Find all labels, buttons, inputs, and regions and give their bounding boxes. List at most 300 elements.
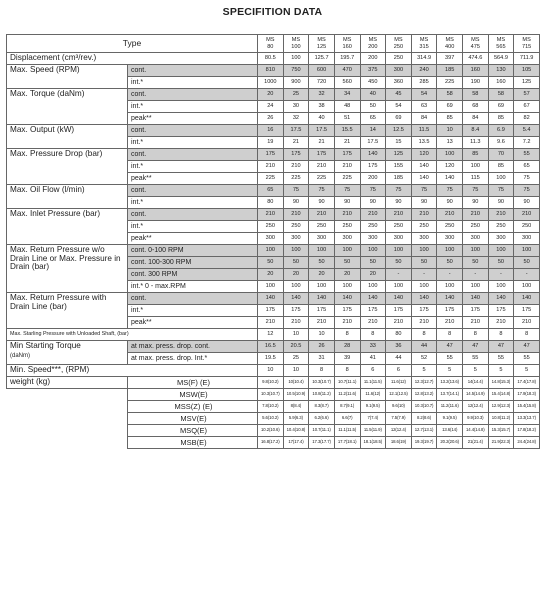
value-cell: 397 <box>437 53 463 65</box>
value-cell: 39 <box>334 353 360 365</box>
value-cell: 13.5 <box>411 137 437 149</box>
condition-label: cont. <box>128 149 258 161</box>
value-cell: 26 <box>309 341 335 353</box>
value-cell: 100 <box>488 245 514 257</box>
value-cell: 20 <box>283 269 309 281</box>
value-cell: 140 <box>360 149 386 161</box>
param-label-text: Displacement (cm³/rev.) <box>10 53 97 63</box>
value-cell: 58 <box>437 89 463 101</box>
value-cell: 300 <box>437 233 463 245</box>
value-cell: - <box>488 269 514 281</box>
value-cell: 115 <box>463 173 489 185</box>
value-cell: 85 <box>437 113 463 125</box>
condition-label: peak** <box>128 173 258 185</box>
param-label <box>7 293 128 329</box>
condition-label: int.* <box>128 305 258 317</box>
value-cell: 84 <box>463 113 489 125</box>
value-cell: 375 <box>360 65 386 77</box>
weight-cell: 14.8(15.3) <box>488 377 514 389</box>
param-label-text: Max. Starling Pressure with Unloaded Shaft, (bar) <box>10 330 129 337</box>
value-cell: 32 <box>309 89 335 101</box>
value-cell: 100 <box>514 281 540 293</box>
weight-cell: 10.5(10.9) <box>283 389 309 401</box>
condition-label: cont. 300 RPM <box>128 269 258 281</box>
param-label-text: Max. Inlet Pressure (bar) <box>10 209 101 218</box>
value-cell: 140 <box>360 293 386 305</box>
value-cell: 140 <box>437 173 463 185</box>
weight-cell: 6.2(6.6) <box>309 413 335 425</box>
value-cell: 17.5 <box>283 125 309 137</box>
weight-variant: MSW(E) <box>128 389 258 401</box>
value-cell: 85 <box>488 161 514 173</box>
value-cell: 65 <box>258 185 284 197</box>
value-cell: 560 <box>334 77 360 89</box>
value-cell: 55 <box>514 149 540 161</box>
weight-cell: 12(12.4) <box>386 425 412 437</box>
value-cell: 100 <box>463 161 489 173</box>
model-size: 250 <box>393 43 404 50</box>
param-label <box>7 89 128 125</box>
value-cell: 34 <box>334 89 360 101</box>
value-cell: 55 <box>437 353 463 365</box>
value-cell: 810 <box>258 65 284 77</box>
value-cell: 5 <box>463 365 489 377</box>
value-cell: 55 <box>514 353 540 365</box>
weight-cell: 17(17.4) <box>283 437 309 449</box>
weight-cell: 7.8(10.2) <box>258 401 284 413</box>
value-cell: 210 <box>463 317 489 329</box>
value-cell: 44 <box>386 353 412 365</box>
value-cell: 84 <box>411 113 437 125</box>
value-cell: 20 <box>334 269 360 281</box>
value-cell: 200 <box>360 53 386 65</box>
model-header <box>283 35 309 53</box>
value-cell: 38 <box>309 101 335 113</box>
weight-variant: MSB(E) <box>128 437 258 449</box>
value-cell: 75 <box>334 185 360 197</box>
value-cell: 225 <box>334 173 360 185</box>
weight-cell: 8(8.4) <box>283 401 309 413</box>
value-cell: 100 <box>411 245 437 257</box>
value-cell: 100 <box>283 53 309 65</box>
value-cell: 11.3 <box>463 137 489 149</box>
weight-cell: 18.1(18.5) <box>360 437 386 449</box>
param-label <box>7 341 128 365</box>
page-title: SPECIFITION DATA <box>222 6 323 18</box>
value-cell: 100 <box>334 281 360 293</box>
model-series: MS <box>266 37 275 44</box>
value-cell: 5 <box>488 365 514 377</box>
value-cell: 160 <box>488 77 514 89</box>
weight-cell: 13.3(13.7) <box>514 413 540 425</box>
value-cell: 50 <box>360 101 386 113</box>
weight-cell: 10.8(11.2) <box>488 413 514 425</box>
weight-cell: 12.1(12.5) <box>386 389 412 401</box>
table-row <box>7 365 540 377</box>
value-cell: 210 <box>386 209 412 221</box>
param-label <box>7 53 258 65</box>
weight-cell: 21(21.4) <box>463 437 489 449</box>
value-cell: 125 <box>386 149 412 161</box>
table-row <box>7 65 540 77</box>
table-row <box>7 329 540 341</box>
value-cell: 225 <box>283 173 309 185</box>
value-cell: 100 <box>258 245 284 257</box>
value-cell: 28 <box>334 341 360 353</box>
value-cell: 6 <box>360 365 386 377</box>
value-cell: 175 <box>411 305 437 317</box>
table-row <box>7 53 540 65</box>
value-cell: 210 <box>283 161 309 173</box>
value-cell: 44 <box>411 341 437 353</box>
condition-label: int.* <box>128 137 258 149</box>
value-cell: 85 <box>463 149 489 161</box>
value-cell: 175 <box>360 305 386 317</box>
value-cell: 8 <box>488 329 514 341</box>
weight-cell: 18.6(19) <box>386 437 412 449</box>
value-cell: 100 <box>386 245 412 257</box>
weight-cell: 10.7(11.1) <box>334 377 360 389</box>
value-cell: 13 <box>437 137 463 149</box>
value-cell: 100 <box>258 281 284 293</box>
weight-cell: 11.1(11.5) <box>334 425 360 437</box>
weight-variant: MSV(E) <box>128 413 258 425</box>
spec-table <box>6 34 540 449</box>
param-label <box>7 245 128 293</box>
weight-cell: 9.8(10.2) <box>258 377 284 389</box>
table-row <box>7 89 540 101</box>
weight-cell: 11.6(12) <box>360 389 386 401</box>
value-cell: 90 <box>334 197 360 209</box>
value-cell: 50 <box>360 257 386 269</box>
value-cell: 225 <box>258 173 284 185</box>
table-row <box>7 209 540 221</box>
value-cell: 5 <box>411 365 437 377</box>
param-label-note: (daNm) <box>10 352 31 359</box>
value-cell: 31 <box>309 353 335 365</box>
value-cell: 69 <box>386 113 412 125</box>
value-cell: 8 <box>514 329 540 341</box>
value-cell: 32 <box>283 113 309 125</box>
value-cell: 16.5 <box>258 341 284 353</box>
weight-cell: 10.2(10.6) <box>258 425 284 437</box>
value-cell: 50 <box>488 257 514 269</box>
value-cell: 140 <box>463 293 489 305</box>
value-cell: 360 <box>386 77 412 89</box>
value-cell: 100 <box>283 281 309 293</box>
param-label <box>7 365 258 377</box>
value-cell: 50 <box>463 257 489 269</box>
value-cell: 250 <box>514 221 540 233</box>
model-series: MS <box>342 37 352 44</box>
value-cell: 210 <box>283 317 309 329</box>
value-cell: 210 <box>514 317 540 329</box>
value-cell: 75 <box>309 185 335 197</box>
value-cell: 8 <box>411 329 437 341</box>
value-cell: 8 <box>463 329 489 341</box>
value-cell: 300 <box>386 233 412 245</box>
value-cell: 210 <box>437 209 463 221</box>
value-cell: 250 <box>360 221 386 233</box>
weight-cell: 21.9(22.3) <box>488 437 514 449</box>
value-cell: 210 <box>258 209 284 221</box>
value-cell: 75 <box>514 185 540 197</box>
weight-variant: MSS(Z) (E) <box>128 401 258 413</box>
value-cell: 12.5 <box>386 125 412 137</box>
value-cell: 250 <box>437 221 463 233</box>
condition-label: at max. press. drop. cont. <box>128 341 258 353</box>
value-cell: 160 <box>463 65 489 77</box>
model-size: 100 <box>291 43 301 50</box>
condition-label: peak** <box>128 113 258 125</box>
value-cell: - <box>386 269 412 281</box>
weight-cell: 10.3(10.7) <box>258 389 284 401</box>
model-header <box>334 35 360 53</box>
weight-row <box>7 377 540 389</box>
value-cell: 21 <box>334 137 360 149</box>
value-cell: 185 <box>437 65 463 77</box>
value-cell: 210 <box>334 209 360 221</box>
value-cell: 175 <box>258 305 284 317</box>
param-label-text: Max. Pressure Drop (bar) <box>10 149 103 158</box>
value-cell: 564.9 <box>488 53 514 65</box>
value-cell: 50 <box>386 257 412 269</box>
value-cell: 8 <box>334 365 360 377</box>
model-series: MS <box>368 37 377 44</box>
value-cell: 250 <box>386 221 412 233</box>
value-cell: 65 <box>514 161 540 173</box>
value-cell: 52 <box>411 353 437 365</box>
value-cell: 175 <box>309 305 335 317</box>
weight-cell: 14.5(14.9) <box>463 389 489 401</box>
value-cell: 300 <box>360 233 386 245</box>
model-header <box>258 35 284 53</box>
model-size: 125 <box>316 43 327 50</box>
value-cell: 90 <box>488 197 514 209</box>
condition-label: cont. <box>128 293 258 305</box>
model-size: 400 <box>445 43 455 50</box>
value-cell: 90 <box>437 197 463 209</box>
model-series: MS <box>394 37 403 44</box>
value-cell: 100 <box>360 281 386 293</box>
weight-cell: 15.3(15.7) <box>488 425 514 437</box>
param-label-text: Max. Output (kW) <box>10 125 75 134</box>
value-cell: 195.7 <box>334 53 360 65</box>
condition-label: cont. <box>128 65 258 77</box>
value-cell: 75 <box>283 185 309 197</box>
value-cell: 45 <box>386 89 412 101</box>
value-cell: 250 <box>334 221 360 233</box>
value-cell: 12 <box>258 329 284 341</box>
value-cell: 80 <box>258 197 284 209</box>
param-label <box>7 185 128 209</box>
weight-cell: 10.4(10.8) <box>283 425 309 437</box>
weight-cell: 7.5(7.9) <box>386 413 412 425</box>
value-cell: 5 <box>514 365 540 377</box>
table-row <box>7 185 540 197</box>
condition-label: peak** <box>128 317 258 329</box>
value-cell: 210 <box>334 317 360 329</box>
weight-cell: 12.7(13.1) <box>411 425 437 437</box>
weight-cell: 10.3(10.7) <box>411 401 437 413</box>
value-cell: 175 <box>334 149 360 161</box>
param-label-text: Max. Return Pressure with Drain Line (bar) <box>10 293 107 311</box>
value-cell: 250 <box>283 221 309 233</box>
value-cell: 57 <box>514 89 540 101</box>
value-cell: 75 <box>386 185 412 197</box>
weight-cell: 8.3(8.7) <box>309 401 335 413</box>
weight-cell: 19.3(19.7) <box>411 437 437 449</box>
param-label-text: Min. Speed***, (RPM) <box>10 365 90 375</box>
value-cell: 40 <box>360 89 386 101</box>
value-cell: 175 <box>386 305 412 317</box>
value-cell: - <box>463 269 489 281</box>
value-cell: 175 <box>463 305 489 317</box>
value-cell: 25 <box>283 353 309 365</box>
value-cell: 175 <box>514 305 540 317</box>
model-header <box>309 35 335 53</box>
value-cell: 54 <box>411 89 437 101</box>
value-cell: 140 <box>411 293 437 305</box>
value-cell: 20 <box>258 269 284 281</box>
value-cell: 100 <box>463 245 489 257</box>
value-cell: 90 <box>283 197 309 209</box>
value-cell: 140 <box>411 173 437 185</box>
value-cell: 8.4 <box>463 125 489 137</box>
condition-label: cont. 0-100 RPM <box>128 245 258 257</box>
model-series: MS <box>419 37 429 44</box>
value-cell: 24 <box>258 101 284 113</box>
value-cell: 51 <box>334 113 360 125</box>
value-cell: 6 <box>386 365 412 377</box>
value-cell: 58 <box>463 89 489 101</box>
value-cell: 36 <box>386 341 412 353</box>
value-cell: 67 <box>514 101 540 113</box>
value-cell: 190 <box>463 77 489 89</box>
value-cell: 210 <box>258 317 284 329</box>
value-cell: 8 <box>360 329 386 341</box>
table-row <box>7 293 540 305</box>
model-series: MS <box>522 37 531 44</box>
value-cell: 175 <box>283 305 309 317</box>
weight-cell: 8.2(8.6) <box>411 413 437 425</box>
value-cell: - <box>437 269 463 281</box>
weight-row <box>7 389 540 401</box>
value-cell: 8 <box>334 329 360 341</box>
weight-cell: 14.4(14.8) <box>463 425 489 437</box>
condition-label: int.* <box>128 101 258 113</box>
value-cell: 210 <box>514 209 540 221</box>
value-cell: 210 <box>488 317 514 329</box>
model-header <box>514 35 540 53</box>
value-cell: 68 <box>463 101 489 113</box>
model-header <box>463 35 489 53</box>
value-cell: - <box>411 269 437 281</box>
value-cell: 155 <box>386 161 412 173</box>
weight-cell: 17.9(18.3) <box>514 389 540 401</box>
weight-cell: 17.3(17.7) <box>309 437 335 449</box>
weight-cell: 17.8(18.2) <box>514 425 540 437</box>
value-cell: 300 <box>283 233 309 245</box>
value-cell: 10 <box>437 125 463 137</box>
value-cell: 300 <box>514 233 540 245</box>
value-cell: 47 <box>514 341 540 353</box>
value-cell: 600 <box>309 65 335 77</box>
value-cell: 58 <box>488 89 514 101</box>
weight-cell: 12(12.4) <box>463 401 489 413</box>
value-cell: 90 <box>360 197 386 209</box>
value-cell: 6.9 <box>488 125 514 137</box>
param-label-text: Min Starting Torque <box>10 341 81 350</box>
weight-cell: 13.2(13.6) <box>437 377 463 389</box>
value-cell: 50 <box>258 257 284 269</box>
value-cell: 48 <box>334 101 360 113</box>
value-cell: 900 <box>283 77 309 89</box>
value-cell: 90 <box>411 197 437 209</box>
condition-label: peak** <box>128 233 258 245</box>
value-cell: 90 <box>514 197 540 209</box>
model-header <box>360 35 386 53</box>
value-cell: 250 <box>463 221 489 233</box>
model-size: 565 <box>496 43 506 50</box>
param-label <box>7 329 258 341</box>
value-cell: 20 <box>309 269 335 281</box>
param-label <box>7 125 128 149</box>
value-cell: 210 <box>386 317 412 329</box>
value-cell: 130 <box>488 65 514 77</box>
model-size: 315 <box>419 43 429 50</box>
value-cell: 21 <box>283 137 309 149</box>
param-label <box>7 209 128 245</box>
value-cell: 250 <box>386 53 412 65</box>
value-cell: 750 <box>283 65 309 77</box>
value-cell: 90 <box>309 197 335 209</box>
value-cell: 26 <box>258 113 284 125</box>
value-cell: 100 <box>360 245 386 257</box>
weight-cell: 10(10.4) <box>283 377 309 389</box>
value-cell: 100 <box>488 173 514 185</box>
value-cell: 10 <box>309 329 335 341</box>
value-cell: 16 <box>258 125 284 137</box>
value-cell: 175 <box>309 149 335 161</box>
weight-cell: 17.7(18.1) <box>334 437 360 449</box>
condition-label: cont. <box>128 185 258 197</box>
value-cell: 250 <box>309 221 335 233</box>
value-cell: 75 <box>463 185 489 197</box>
weight-cell: 11.2(11.6) <box>437 401 463 413</box>
value-cell: 300 <box>309 233 335 245</box>
value-cell: 50 <box>411 257 437 269</box>
weight-cell: 11.5(11.9) <box>360 425 386 437</box>
value-cell: 15.5 <box>334 125 360 137</box>
value-cell: 20 <box>258 89 284 101</box>
value-cell: 17.5 <box>360 137 386 149</box>
value-cell: 210 <box>463 209 489 221</box>
value-cell: 21 <box>309 137 335 149</box>
value-cell: 47 <box>463 341 489 353</box>
table-row <box>7 149 540 161</box>
value-cell: 82 <box>514 113 540 125</box>
param-label-text: Max. Torque (daNm) <box>10 89 85 98</box>
value-cell: 75 <box>360 185 386 197</box>
value-cell: 90 <box>463 197 489 209</box>
value-cell: 175 <box>258 149 284 161</box>
value-cell: 50 <box>283 257 309 269</box>
model-size: 715 <box>521 43 532 50</box>
value-cell: 210 <box>258 161 284 173</box>
table-row <box>7 341 540 353</box>
value-cell: 17.5 <box>309 125 335 137</box>
